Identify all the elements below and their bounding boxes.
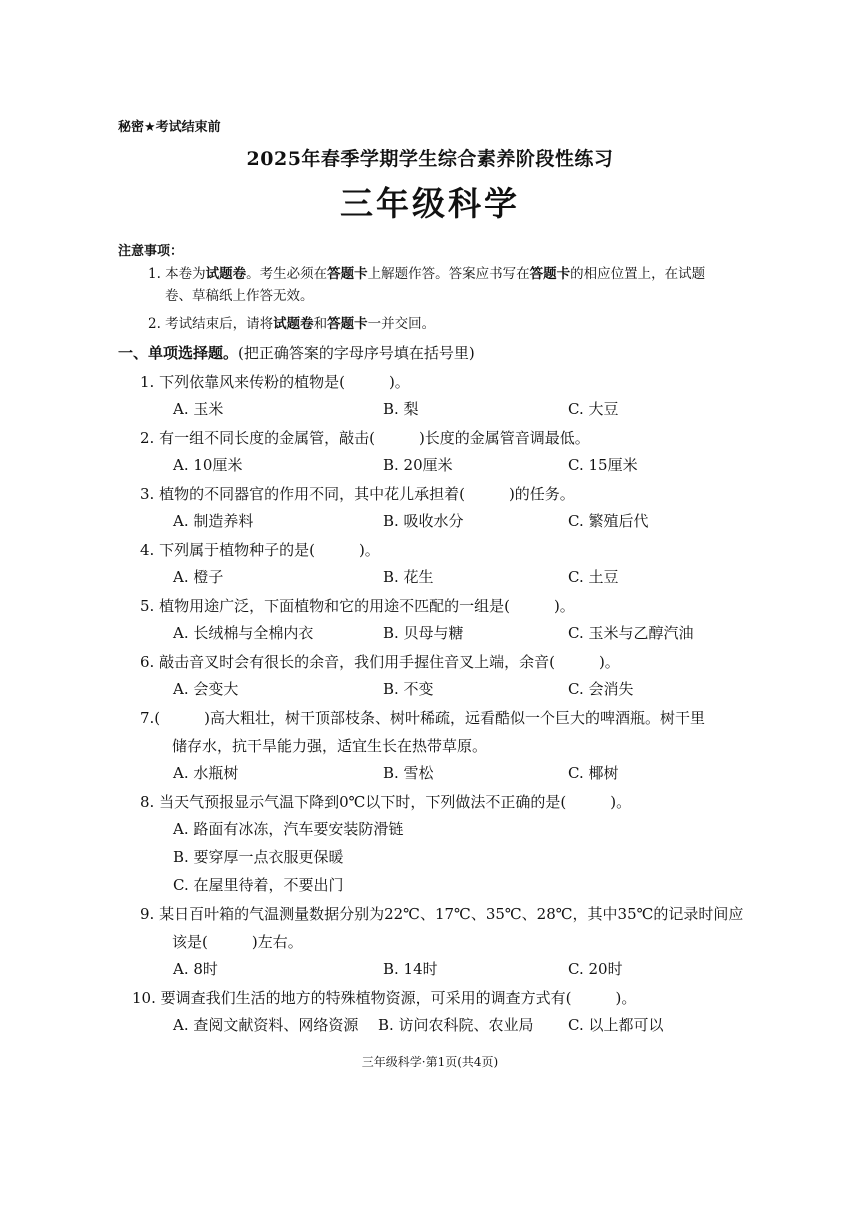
option-c: C. 会消失 <box>568 680 634 698</box>
option-c: C. 玉米与乙醇汽油 <box>568 624 694 642</box>
option-c: C. 在屋里待着，不要出门 <box>173 876 344 894</box>
page-footer: 三年级科学·第1页(共4页) <box>361 1055 499 1069</box>
notes-heading: 注意事项： <box>118 244 184 259</box>
option-c: C. 椰树 <box>568 764 619 782</box>
option-c: C. 以上都可以 <box>568 1016 664 1034</box>
option-c: C. 20时 <box>568 960 623 978</box>
note-2: 2. 考试结束后，请将试题卷和答题卡一并交回。 <box>148 316 436 332</box>
option-a: A. 会变大 <box>173 680 239 698</box>
option-b: B. 贝母与糖 <box>383 624 464 642</box>
exam-title: 2025年春季学期学生综合素养阶段性练习 <box>246 148 614 170</box>
question-2: 2. 有一组不同长度的金属管，敲击( )长度的金属管音调最低。 <box>140 429 590 447</box>
option-c: C. 大豆 <box>568 400 619 418</box>
option-b: B. 吸收水分 <box>383 512 464 530</box>
option-a: A. 橙子 <box>173 568 224 586</box>
question-6: 6. 敲击音叉时会有很长的余音，我们用手握住音叉上端，余音( )。 <box>140 653 620 671</box>
question-4-options <box>173 566 793 592</box>
question-5-options <box>173 622 793 648</box>
question-7: 7.( )高大粗壮，树干顶部枝条、树叶稀疏，远看酷似一个巨大的啤酒瓶。树干里 储存水，抗干旱能力强，适宜生长在热带草原。 <box>140 709 706 755</box>
question-1-options <box>173 398 793 424</box>
question-7-options <box>173 762 793 788</box>
question-8: 8. 当天气预报显示气温下降到0℃以下时，下列做法不正确的是( )。 <box>140 793 632 811</box>
option-b: B. 花生 <box>383 568 434 586</box>
question-3: 3. 植物的不同器官的作用不同，其中花儿承担着( )的任务。 <box>140 485 575 503</box>
option-c: C. 繁殖后代 <box>568 512 649 530</box>
option-a: A. 制造养料 <box>173 512 254 530</box>
option-c: C. 15厘米 <box>568 456 638 474</box>
question-4: 4. 下列属于植物种子的是( )。 <box>140 541 380 559</box>
question-1: 1. 下列依靠风来传粉的植物是( )。 <box>140 373 410 391</box>
option-a: A. 8时 <box>173 960 218 978</box>
option-a: A. 查阅文献资料、网络资源 <box>173 1016 359 1034</box>
option-a: A. 玉米 <box>173 400 224 418</box>
question-5: 5. 植物用途广泛，下面植物和它的用途不匹配的一组是( )。 <box>140 597 575 615</box>
option-a: A. 10厘米 <box>173 456 243 474</box>
option-c: C. 土豆 <box>568 568 619 586</box>
option-b: B. 雪松 <box>383 764 434 782</box>
option-b: B. 要穿厚一点衣服更保暖 <box>173 848 344 866</box>
option-b: B. 梨 <box>383 400 419 418</box>
question-9-options <box>173 958 793 984</box>
note-1: 1. 本卷为试题卷。考生必须在答题卡上解题作答。答案应书写在答题卡的相应位置上，在试题 卷、草稿纸上作答无效。 <box>148 266 706 304</box>
question-2-options <box>173 454 793 480</box>
subject-title: 三年级科学 <box>340 184 520 223</box>
question-9: 9. 某日百叶箱的气温测量数据分别为22℃、17℃、35℃、28℃，其中35℃的记录时间应 该是( )左右。 <box>140 905 744 951</box>
option-b: B. 14时 <box>383 960 438 978</box>
option-b: B. 不变 <box>383 680 434 698</box>
question-6-options <box>173 678 793 704</box>
option-b: B. 访问农科院、农业局 <box>378 1016 534 1034</box>
question-3-options <box>173 510 793 536</box>
question-10: 10. 要调查我们生活的地方的特殊植物资源，可采用的调查方式有( )。 <box>132 989 637 1007</box>
question-10-options <box>173 1014 793 1040</box>
option-a: A. 长绒棉与全棉内衣 <box>173 624 314 642</box>
section-heading: 一、单项选择题。(把正确答案的字母序号填在括号里) <box>118 344 475 362</box>
option-b: B. 20厘米 <box>383 456 453 474</box>
confidential-label: 秘密★考试结束前 <box>118 120 221 135</box>
option-a: A. 水瓶树 <box>173 764 239 782</box>
option-a: A. 路面有冰冻，汽车要安装防滑链 <box>173 820 404 838</box>
